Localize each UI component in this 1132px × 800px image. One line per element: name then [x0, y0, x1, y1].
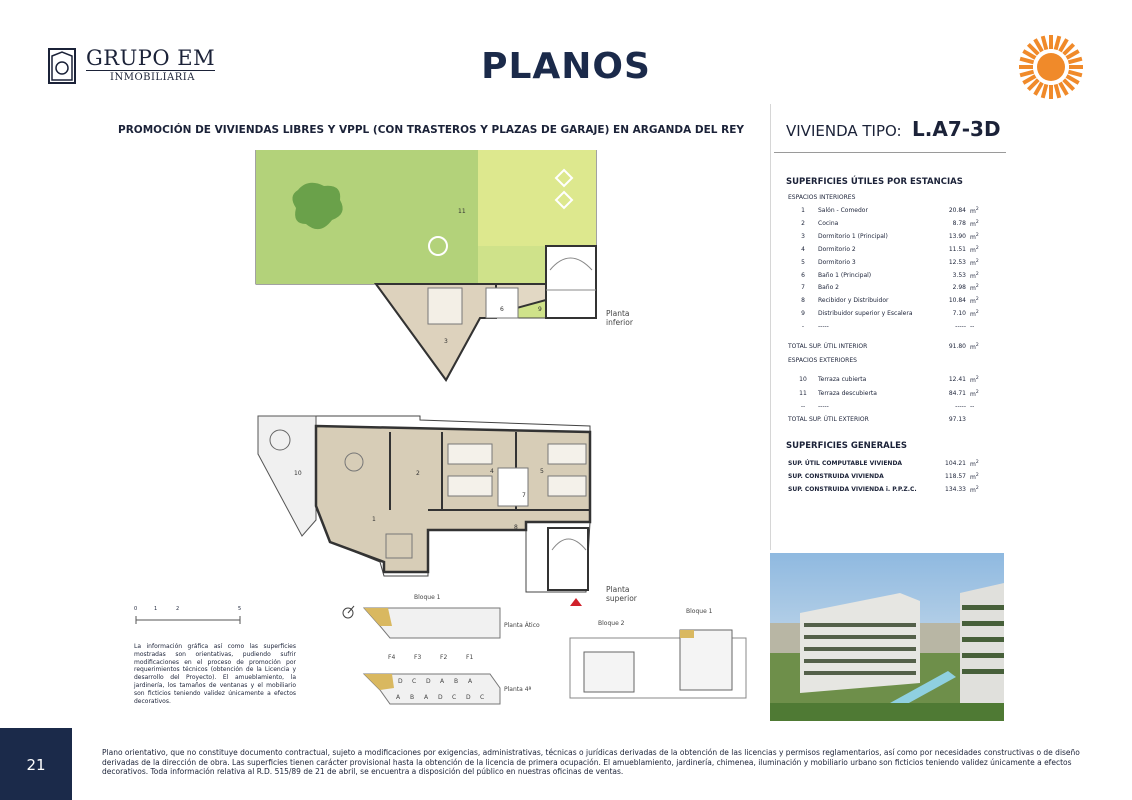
- keyplan-column-label: F1: [466, 654, 474, 661]
- general-surface-unit: $m^2$: [970, 460, 979, 468]
- section-title-generales: SUPERFICIES GENERALES: [786, 441, 908, 451]
- planta-atico-label: Planta Ático: [504, 622, 540, 629]
- total-exterior-value: 97.13: [948, 416, 966, 423]
- interior-room-value: 8.78: [952, 219, 966, 227]
- exterior-room-name: Terraza cubierta: [818, 376, 867, 383]
- interior-room-name: Cocina: [818, 219, 839, 227]
- interior-room-name: Dormitorio 1 (Principal): [818, 232, 888, 240]
- interior-room-value: 3.53: [952, 271, 966, 279]
- room-number-label: 8: [514, 524, 518, 531]
- lower-floor-label: Planta inferior: [606, 309, 633, 327]
- scale-label: 5: [238, 606, 242, 612]
- general-surface-unit: $m^2$: [970, 486, 979, 494]
- general-surface-unit: $m^2$: [970, 473, 979, 481]
- interior-room-name: Dormitorio 3: [818, 258, 856, 266]
- general-surface-name: SUP. ÚTIL COMPUTABLE VIVIENDA: [788, 460, 903, 467]
- keyplan-letter: B: [454, 678, 459, 685]
- brand-subtitle: INMOBILIARIA: [110, 72, 195, 83]
- room-number-label: 4: [490, 468, 494, 475]
- page-number: 21: [26, 756, 46, 774]
- scale-bar: [134, 606, 244, 630]
- general-surface-row: [788, 460, 988, 472]
- interior-room-unit: $m^2$: [970, 310, 979, 319]
- subsection-title-exteriores: ESPACIOS EXTERIORES: [788, 357, 857, 364]
- interior-room-value: 10.84: [948, 297, 966, 305]
- exterior-room-unit: $m^2$: [970, 389, 979, 398]
- footer-disclaimer: Plano orientativo, que no constituye documento contractual, sujeto a modificaciones por exigencias, administrativas, técnicas o jurídicas derivadas de la obtención de las licencias y permisos reglamentarios, así como por necesidades constructivas o de diseño derivadas de la dirección de obra. Las superficies tienen carácter provisional hasta la obtención de la licencia de primera ocupación. El amueblamiento, jardinería, chimenea, iluminación y mobiliario urbano son ficticios teniendo validez únicamente a efectos decorativos. Toda información relativa al R.D. 515/89 de 21 de abril, se encuentra a disposición del público en nuestras oficinas de ventas.: [102, 748, 1080, 777]
- bloque2-label: Bloque 2: [598, 620, 625, 627]
- brand-name: GRUPO EM: [86, 46, 216, 70]
- interior-room-number: 6: [801, 271, 805, 279]
- keyplan-letter: A: [396, 694, 401, 701]
- interior-room-row: [790, 323, 990, 335]
- interior-room-value: 7.10: [952, 310, 966, 318]
- keyplan-letter: D: [426, 678, 431, 685]
- interior-room-unit: --: [970, 323, 975, 331]
- interior-room-value: 13.90: [948, 232, 966, 240]
- interior-room-number: -: [801, 323, 805, 331]
- keyplan-letter: C: [480, 694, 485, 701]
- upper-floor-label: Planta superior: [606, 585, 637, 603]
- interior-room-row: [790, 272, 990, 284]
- interior-room-unit: $m^2$: [970, 245, 979, 254]
- room-number-label: 6: [500, 306, 504, 313]
- general-surface-name: SUP. CONSTRUIDA VIVIENDA i. P.P.Z.C.: [788, 486, 917, 493]
- room-number-label: 10: [294, 470, 302, 477]
- interior-room-name: Recibidor y Distribuidor: [818, 297, 889, 305]
- general-surface-value: 134.33: [945, 486, 966, 493]
- interior-room-unit: $m^2$: [970, 297, 979, 306]
- interior-room-name: -----: [818, 323, 829, 331]
- total-interior-row: [788, 343, 988, 355]
- interior-room-unit: $m^2$: [970, 258, 979, 267]
- building-render-image: [770, 553, 1004, 721]
- interior-room-row: [790, 297, 990, 309]
- interior-room-number: 1: [801, 207, 805, 214]
- keyplan-letter: C: [452, 694, 457, 701]
- interior-room-value: 20.84: [948, 207, 966, 214]
- total-interior-unit: $m^2$: [970, 343, 979, 351]
- scale-label: 2: [176, 606, 180, 612]
- interior-room-value: 11.51: [948, 245, 966, 253]
- keyplan-letter: D: [398, 678, 403, 685]
- scale-label: 1: [154, 606, 158, 612]
- interior-room-value: -----: [955, 323, 966, 331]
- interior-room-number: 5: [801, 258, 805, 266]
- total-interior-label: TOTAL SUP. ÚTIL INTERIOR: [788, 343, 868, 350]
- interior-room-number: 2: [801, 219, 805, 227]
- exterior-room-number: 10: [799, 376, 807, 383]
- exterior-room-value: 84.71: [948, 389, 966, 397]
- interior-room-number: 8: [801, 297, 805, 305]
- total-interior-value: 91.80: [948, 343, 966, 350]
- interior-room-name: Distribuidor superior y Escalera: [818, 310, 913, 318]
- bloque1-label-section: Bloque 1: [686, 608, 713, 615]
- room-number-label: 5: [540, 468, 544, 475]
- interior-room-value: 2.98: [952, 284, 966, 292]
- bloque1-label: Bloque 1: [414, 594, 441, 601]
- interior-room-unit: $m^2$: [970, 219, 979, 228]
- keyplan-column-label: F4: [388, 654, 396, 661]
- interior-room-number: 3: [801, 232, 805, 240]
- subsection-title-interiores: ESPACIOS INTERIORES: [788, 194, 856, 201]
- floor-plans: [250, 150, 637, 610]
- interior-room-row: [790, 310, 990, 322]
- room-number-label: 11: [458, 208, 466, 215]
- keyplan-letter: A: [440, 678, 445, 685]
- promotion-title: PROMOCIÓN DE VIVIENDAS LIBRES Y VPPL (CON TRASTEROS Y PLAZAS DE GARAJE) EN ARGANDA DEL REY: [118, 124, 744, 136]
- exterior-room-number: --: [800, 403, 806, 410]
- key-plan: [340, 592, 754, 712]
- vivienda-type: [786, 117, 1006, 147]
- interior-room-row: [790, 284, 990, 296]
- keyplan-letter: D: [438, 694, 443, 701]
- keyplan-column-label: F3: [414, 654, 422, 661]
- interior-room-name: Salón - Comedor: [818, 207, 868, 214]
- interior-room-row: [790, 207, 990, 219]
- room-number-label: 7: [522, 492, 526, 499]
- upper-floor-plan: [258, 416, 590, 606]
- interior-room-number: 9: [801, 310, 805, 318]
- sun-icon: [1016, 32, 1086, 102]
- interior-room-row: [790, 246, 990, 258]
- general-surface-row: [788, 473, 988, 485]
- exterior-room-name: Terraza descubierta: [818, 389, 877, 397]
- general-surface-name: SUP. CONSTRUIDA VIVIENDA: [788, 473, 884, 480]
- disclaimer-text: La información gráfica así como las superficies mostradas son orientativas, pudiendo sufrir modificaciones en el proceso de promoción por requerimientos técnicos (obtención de la Licencia y desarrollo del Proyecto). El amueblamiento, la jardinería, los tamaños de ventanas y el mobiliario son ficticios teniendo validez únicamente a efectos decorativos.: [134, 643, 296, 705]
- exterior-room-unit: $m^2$: [970, 376, 979, 384]
- general-surface-row: [788, 486, 988, 498]
- total-exterior-label: TOTAL SUP. ÚTIL EXTERIOR: [788, 416, 869, 423]
- keyplan-letter: A: [424, 694, 429, 701]
- interior-room-name: Baño 1 (Principal): [818, 271, 872, 279]
- interior-room-unit: $m^2$: [970, 284, 979, 293]
- interior-room-unit: $m^2$: [970, 207, 979, 215]
- exterior-room-name: -----: [818, 403, 829, 410]
- vivienda-label: VIVIENDA TIPO:: [786, 122, 902, 140]
- exterior-room-unit: --: [970, 403, 975, 410]
- interior-room-value: 12.53: [948, 258, 966, 266]
- interior-room-row: [790, 220, 990, 232]
- interior-room-name: Dormitorio 2: [818, 245, 856, 253]
- interior-room-unit: $m^2$: [970, 232, 979, 241]
- exterior-room-row: [790, 376, 990, 388]
- interior-room-name: Baño 2: [818, 284, 839, 292]
- room-number-label: 1: [372, 516, 376, 523]
- interior-room-row: [790, 233, 990, 245]
- lower-floor-plan: [256, 150, 596, 380]
- exterior-room-value: 12.41: [948, 376, 966, 383]
- room-number-label: 3: [444, 338, 448, 345]
- room-number-label: 9: [538, 306, 542, 313]
- page-number-box: [0, 728, 72, 800]
- divider: [774, 152, 1006, 153]
- panel-divider: [770, 104, 771, 550]
- keyplan-letter: B: [410, 694, 415, 701]
- room-number-label: 2: [416, 470, 420, 477]
- general-surface-value: 104.21: [945, 460, 966, 467]
- interior-room-number: 4: [801, 245, 805, 253]
- interior-room-number: 7: [801, 284, 805, 292]
- interior-room-unit: $m^2$: [970, 271, 979, 280]
- general-surface-value: 118.57: [945, 473, 966, 480]
- exterior-room-row: [790, 390, 990, 402]
- keyplan-letter: C: [412, 678, 417, 685]
- vivienda-code: L.A7-3D: [912, 117, 1001, 141]
- planta-4-label: Planta 4ª: [504, 686, 532, 693]
- exterior-room-value: -----: [955, 403, 966, 410]
- interior-room-row: [790, 259, 990, 271]
- exterior-room-row: [790, 403, 990, 415]
- exterior-room-number: 11: [799, 389, 807, 397]
- section-title-estancias: SUPERFICIES ÚTILES POR ESTANCIAS: [786, 177, 963, 187]
- keyplan-letter: D: [466, 694, 471, 701]
- page-title: PLANOS: [481, 46, 651, 87]
- total-exterior-row: [788, 416, 988, 428]
- keyplan-column-label: F2: [440, 654, 448, 661]
- scale-label: 0: [134, 606, 138, 612]
- keyplan-letter: A: [468, 678, 473, 685]
